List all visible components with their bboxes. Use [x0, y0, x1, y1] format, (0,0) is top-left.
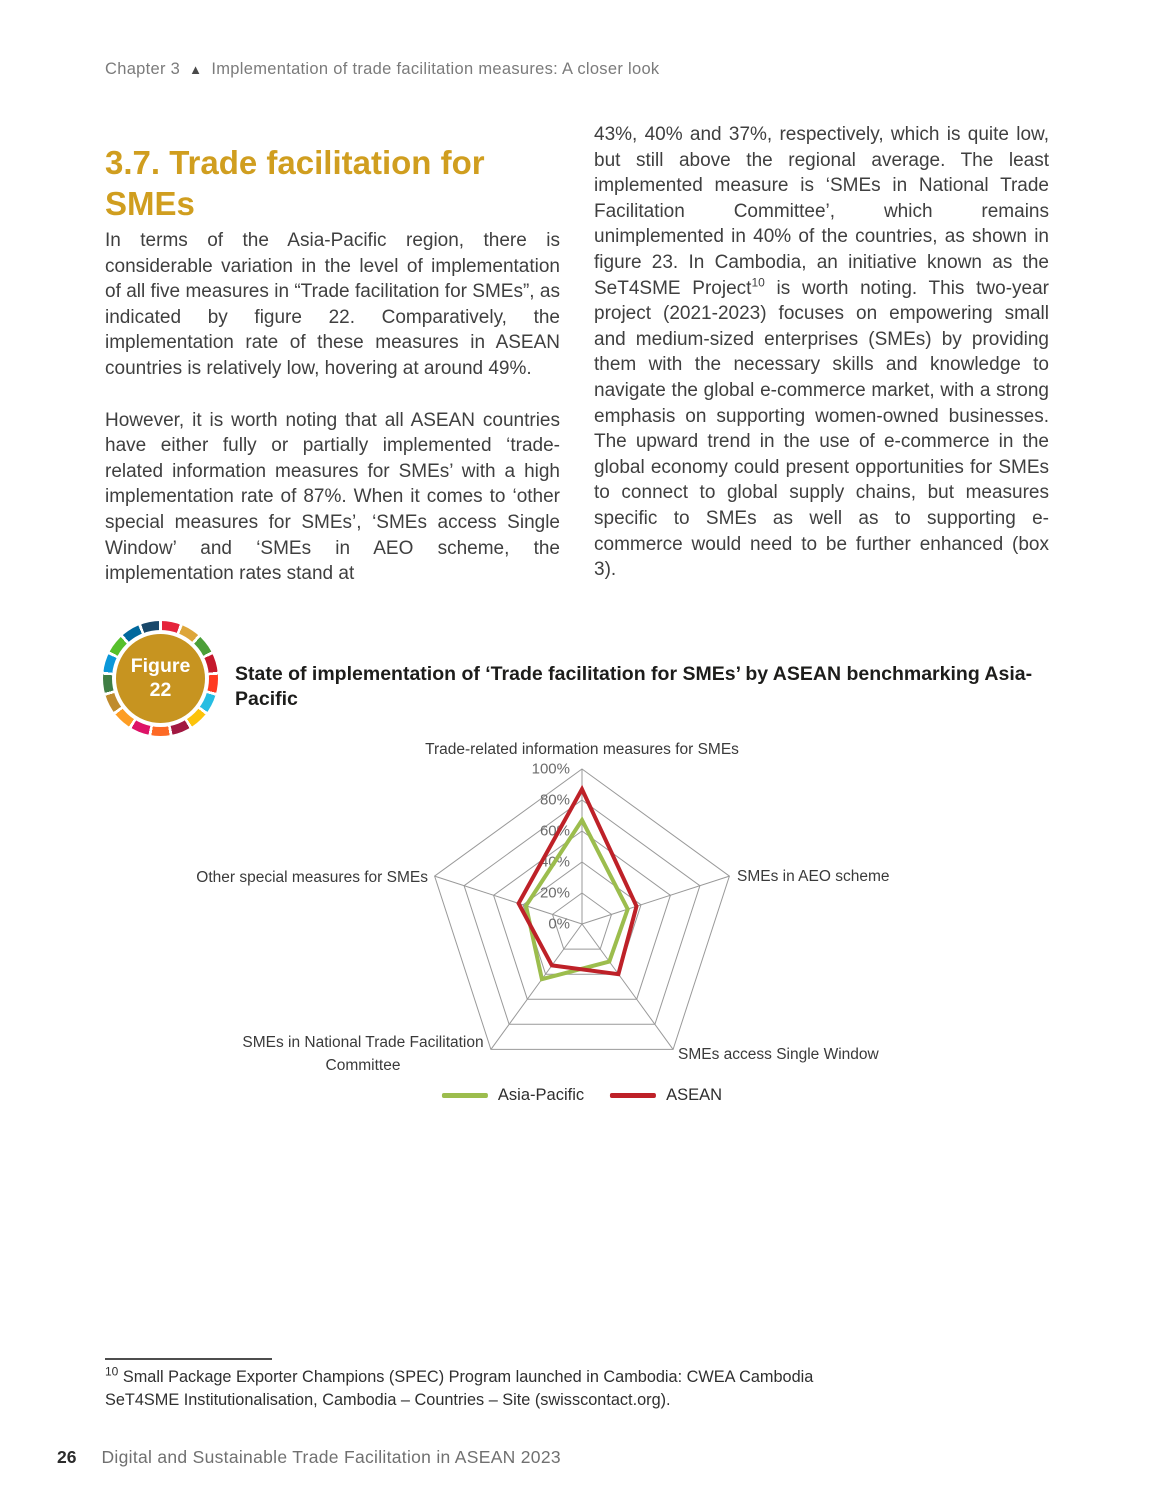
footnote	[105, 1366, 815, 1413]
axis-label-ntfc: SMEs in National Trade Facilitation Committee	[242, 1034, 484, 1074]
axis-label-single-window: SMEs access Single Window	[678, 1046, 879, 1063]
figure-badge-sdg-wheel-icon	[103, 621, 218, 736]
right-text-column	[594, 122, 1049, 609]
figure-caption: State of implementation of ‘Trade facilitation for SMEs’ by ASEAN benchmarking Asia-Pacific	[235, 663, 1033, 710]
footnote-separator	[105, 1358, 272, 1360]
footnote-text: Small Package Exporter Champions (SPEC) Program launched in Cambodia: CWEA Cambodia SeT4SME Institutionalisation, Cambodia – Countries – Site (swisscontact.org).	[105, 1368, 814, 1410]
footnote-reference: 10	[751, 275, 765, 290]
footnote-number: 10	[105, 1364, 119, 1379]
section-title: 3.7. Trade facilitation for SMEs	[105, 144, 485, 223]
paragraph: In terms of the Asia-Pacific region, there is considerable variation in the level of implementation of all five measures in “Trade facilitation for SMEs”, as indicated by figure 22. Comparatively, the implementation rate of these measures in ASEAN countries is relatively low, hovering at around 49%.	[105, 230, 560, 379]
svg-text:80%: 80%	[539, 791, 570, 809]
legend-item-asia-pacific	[442, 1086, 584, 1105]
axis-label-trade-related-info: Trade-related information measures for SMEs	[425, 741, 739, 758]
svg-text:100%: 100%	[531, 760, 570, 778]
svg-text:40%: 40%	[539, 853, 570, 871]
chapter-label: Chapter 3	[105, 60, 181, 78]
figure-badge-word: Figure	[130, 655, 191, 678]
legend-label-asean: ASEAN	[666, 1086, 723, 1104]
paragraph	[594, 122, 1049, 583]
legend-swatch-asia-pacific	[442, 1093, 488, 1098]
page-header	[105, 60, 659, 79]
svg-text:60%: 60%	[539, 822, 570, 840]
page-footer	[57, 1447, 561, 1468]
svg-text:20%: 20%	[539, 884, 570, 902]
paragraph-text: is worth noting. This two-year project (2021-2023) focuses on empowering small and medium-sized enterprises (SMEs) by providing them with the necessary skills and knowledge to navigate the global e-commerce market, with a strong emphasis on supporting women-owned businesses. The upward trend in the use of e-commerce in the global economy could present opportunities for SMEs to connect to global supply chains, but measures specific to SMEs as well as to supporting e-commerce would need to be further enhanced (box 3).	[594, 277, 1049, 581]
legend-item-asean	[610, 1086, 722, 1105]
page-number: 26	[57, 1447, 77, 1467]
chart-legend	[442, 1086, 722, 1105]
figure-badge-number: 22	[149, 678, 172, 701]
paragraph: However, it is worth noting that all ASEAN countries have either fully or partially implemented ‘trade-related information measures for SMEs’ with a high implementation rate of 87%. When it comes to ‘other special measures for SMEs’, ‘SMEs access Single Window’ and ‘SMEs in AEO scheme, the implementation rates stand at	[105, 409, 560, 585]
svg-text:0%: 0%	[548, 915, 570, 933]
figure-badge-circle	[112, 630, 209, 727]
legend-swatch-asean	[610, 1093, 656, 1098]
chapter-title: Implementation of trade facilitation measures: A closer look	[211, 60, 660, 78]
axis-label-aeo-scheme: SMEs in AEO scheme	[737, 868, 890, 885]
paragraph-text: 43%, 40% and 37%, respectively, which is quite low, but still above the regional average. The least implemented measure is ‘SMEs in National Trade Facilitation Committee’, which remains unimplemented in 40% of the countries, as shown in figure 23. In Cambodia, an initiative known as the SeT4SME Project	[594, 124, 1049, 299]
left-text-column	[105, 228, 560, 613]
publication-title: Digital and Sustainable Trade Facilitation in ASEAN 2023	[101, 1447, 561, 1467]
axis-label-other-special: Other special measures for SMEs	[196, 869, 428, 886]
triangle-separator-icon: ▲	[189, 62, 203, 77]
legend-label-asia-pacific: Asia-Pacific	[497, 1086, 585, 1104]
